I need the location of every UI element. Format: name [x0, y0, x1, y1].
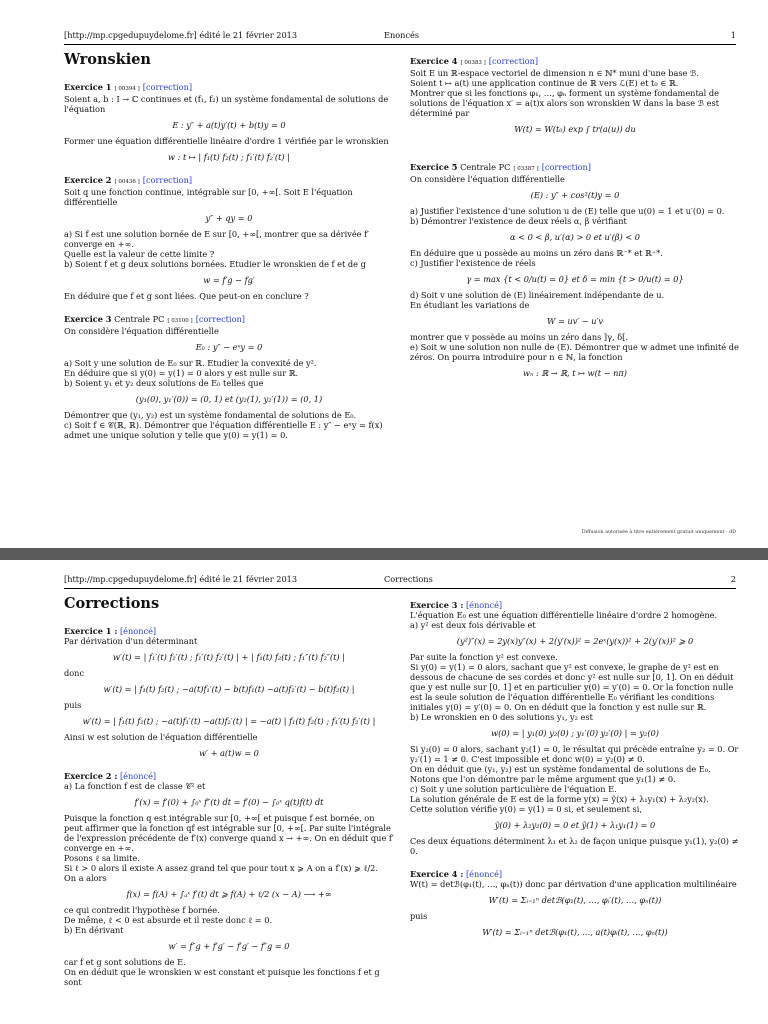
exercise-5 [410, 162, 740, 378]
text-line: montrer que v possède au moins un zéro dans ]γ, δ[. [410, 332, 628, 342]
correction-link[interactable]: [correction] [195, 314, 245, 324]
text-line: On a alors [64, 873, 107, 883]
equation: γ = max {t < 0/u(t) = 0} et δ = min {t > 0/u(t) = 0} [466, 274, 684, 284]
text-line: e) Soit w une solution non nulle de (E). Démontrer que w admet une infinité de zéros. On pourra introduire pour n ∈ ℕ, la fonction [410, 342, 739, 362]
right-column [410, 56, 740, 384]
exercise-label: Exercice 1 [64, 82, 112, 92]
text-line: puis [410, 911, 428, 921]
exercise-1 [64, 82, 394, 162]
equation: y″ + qy = 0 [205, 213, 253, 223]
text-line: c) Soit y une solution particulière de l'équation E. [410, 784, 617, 794]
header-section: Enoncés [384, 30, 420, 40]
text-line: En déduire que f et g sont liées. Que peut-on en conclure ? [64, 291, 309, 301]
text-line: Ainsi w est solution de l'équation différentielle [64, 732, 258, 742]
equation: w(0) = | y₁(0) y₂(0) ; y₁′(0) y₂′(0) | = y₂(0) [491, 728, 659, 738]
equation: w′ + a(t)w = 0 [199, 748, 259, 758]
text-line: On en déduit que (y₁, y₂) est un système fondamental de solutions de E₀. [410, 764, 711, 774]
text-line: Soit q une fonction continue, intégrable sur [0, +∞[. Soit E l'équation différentielle [64, 187, 353, 207]
text-line: b) Soient f et g deux solutions bornées. Etudier le wronskien de f et de g [64, 259, 366, 269]
exercise-label: Exercice 5 [410, 162, 458, 172]
equation: E : y″ + a(t)y′(t) + b(t)y = 0 [172, 120, 286, 130]
equation: W′(t) = Σᵢ₌₁ⁿ detℬ(φ₁(t), …, φᵢ′(t), …, φₙ(t)) [488, 895, 662, 905]
correction-link[interactable]: [correction] [142, 175, 193, 185]
equation: ỹ(0) + λ₂y₂(0) = 0 et ỹ(1) + λ₁y₁(1) = 0 [494, 820, 656, 830]
correction-1 [64, 626, 394, 758]
text-line: a) La fonction f est de classe 𝒞² et [64, 781, 206, 791]
right-column [410, 600, 740, 943]
exercise-code: [ 03100 ] [167, 318, 193, 324]
text-line: a) Soit y une solution de E₀ sur ℝ. Etudier la convexité de y². [64, 358, 317, 368]
correction-link[interactable]: [correction] [142, 82, 193, 92]
page-title: Wronskien [64, 51, 151, 68]
equation: f(x) = f(A) + ∫ₐˣ f′(t) dt ⩾ f(A) + ℓ/2 (x − A) ⟶ +∞ [126, 889, 332, 899]
equation: w = f′g − fg′ [203, 275, 255, 285]
exercise-source: Centrale PC [460, 162, 511, 172]
text-line: On en déduit que le wronskien w est constant et puisque les fonctions f et g sont [64, 967, 380, 987]
left-column [64, 596, 394, 987]
exercise-label: Exercice 3 : [410, 600, 464, 610]
statement-link[interactable]: [énoncé] [119, 771, 157, 781]
text-line: W(t) = detℬ(φ₁(t), …, φₙ(t)) donc par dérivation d'une application multilinéaire [410, 879, 737, 889]
exercise-label: Exercice 4 : [410, 869, 464, 879]
equation: w′(t) = | f₁(t) f₂(t) ; −a(t)f₁′(t) −a(t)f₂′(t) | = −a(t) | f₁(t) f₂(t) ; f₁′(t) f₂′(t) | [82, 716, 376, 726]
equation: wₙ : ℝ → ℝ, t ↦ w(t − nπ) [523, 368, 627, 378]
text-line: b) En dérivant [64, 925, 124, 935]
equation: (E) : y″ + cos²(t)y = 0 [530, 190, 620, 200]
text-line: Soient a, b : I → ℂ continues et (f₁, f₂) un système fondamental de solutions de l'équation [64, 94, 389, 114]
exercise-label: Exercice 3 [64, 314, 112, 324]
equation: w′(t) = | f₁′(t) f₂′(t) ; f₁′(t) f₂′(t) | + | f₁(t) f₂(t) ; f₁″(t) f₂″(t) | [113, 652, 345, 662]
exercise-code: [ 00436 ] [114, 179, 140, 185]
correction-3 [410, 600, 740, 856]
correction-link[interactable]: [correction] [488, 56, 539, 66]
text-line: En étudiant les variations de [410, 300, 530, 310]
header-source[interactable]: [http://mp.cpgedupuydelome.fr] édité le 21 février 2013 [64, 30, 298, 40]
exercise-4 [410, 56, 740, 134]
text-line: c) Justifier l'existence de réels [410, 258, 536, 268]
equation: W = uv′ − u′v [546, 316, 604, 326]
text-line: Démontrer que (y₁, y₂) est un système fondamental de solutions de E₀. [64, 410, 357, 420]
correction-2 [64, 771, 394, 987]
equation: w′(t) = | f₁(t) f₂(t) ; −a(t)f₁′(t) − b(t)f₁(t) −a(t)f₂′(t) − b(t)f₂(t) | [103, 684, 355, 694]
equation: (y²)″(x) = 2y(x)y″(x) + 2(y′(x))² = 2eˣ(y(x))² + 2(y′(x))² ⩾ 0 [456, 636, 694, 646]
text-line: On considère l'équation différentielle [64, 326, 219, 336]
equation: E₀ : y″ − eˣy = 0 [195, 342, 263, 352]
text-line: Si ℓ > 0 alors il existe A assez grand tel que pour tout x ⩾ A on a f′(x) ⩾ ℓ/2. [64, 863, 378, 873]
text-line: a) Justifier l'existence d'une solution u de (E) telle que u(0) = 1 et u′(0) = 0. [410, 206, 725, 216]
exercise-label: Exercice 2 [64, 175, 112, 185]
text-line: ce qui contredit l'hypothèse f bornée. [64, 905, 220, 915]
text-line: b) Soient y₁ et y₂ deux solutions de E₀ telles que [64, 378, 264, 388]
header-section: Corrections [384, 574, 433, 584]
exercise-code: [ 03387 ] [513, 166, 539, 172]
text-line: Former une équation différentielle linéaire d'ordre 1 vérifiée par le wronskien [64, 136, 389, 146]
text-line: b) Démontrer l'existence de deux réels α, β vérifiant [410, 216, 627, 226]
text-line: car f et g sont solutions de E. [64, 957, 186, 967]
header-page-number: 1 [730, 30, 736, 40]
text-line: Quelle est la valeur de cette limite ? [64, 249, 215, 259]
header-page-number: 2 [730, 574, 736, 584]
text-line: On considère l'équation différentielle [410, 174, 565, 184]
page-header [64, 30, 736, 45]
text-line: Si y₂(0) = 0 alors, sachant y₂(1) = 0, le résultat qui précède entraîne y₂ = 0. Or y₂′(1) = 1 ≠ 0. C'est impossible et donc w(0) = y₂(0) ≠ 0. [410, 744, 739, 764]
statement-link[interactable]: [énoncé] [119, 626, 157, 636]
page-header [64, 574, 736, 589]
statement-link[interactable]: [énoncé] [465, 600, 503, 610]
exercise-label: Exercice 4 [410, 56, 458, 66]
text-line: Notons que l'on démontre par le même argument que y₁(1) ≠ 0. [410, 774, 676, 784]
text-line: d) Soit v une solution de (E) linéairement indépendante de u. [410, 290, 665, 300]
statement-link[interactable]: [énoncé] [465, 869, 503, 879]
exercise-2 [64, 175, 394, 301]
text-line: c) Soit f ∈ 𝒞(ℝ, ℝ). Démontrer que l'équation différentielle E : y″ − eˣy = f(x) admet une unique solution y telle que y(0) = y(1) = 0. [64, 420, 383, 440]
correction-4 [410, 869, 740, 937]
text-line: La solution générale de E est de la forme y(x) = ỹ(x) + λ₁y₁(x) + λ₂y₂(x). [410, 794, 709, 804]
text-line: De même, ℓ < 0 est absurde et il reste donc ℓ = 0. [64, 915, 273, 925]
equation: f′(x) = f′(0) + ∫₀ˣ f″(t) dt = f′(0) − ∫₀ˣ q(t)f(t) dt [134, 797, 324, 807]
left-column [64, 52, 394, 440]
page-title: Corrections [64, 595, 160, 612]
correction-link[interactable]: [correction] [541, 162, 591, 172]
text-line: Ces deux équations déterminent λ₁ et λ₂ de façon unique puisque y₁(1), y₂(0) ≠ 0. [410, 836, 739, 856]
exercise-3 [64, 314, 394, 440]
equation: W(t) = W(t₀) exp ∫ tr(a(u)) du [514, 124, 636, 134]
text-line: En déduire que si y(0) = y(1) = 0 alors y est nulle sur ℝ. [64, 368, 299, 378]
exercise-code: [ 00394 ] [114, 86, 140, 92]
text-line: a) y² est deux fois dérivable et [410, 620, 536, 630]
page-2 [0, 560, 768, 1024]
equation: w : t ↦ | f₁(t) f₂(t) ; f₁′(t) f₂′(t) | [168, 152, 290, 162]
text-line: Si y(0) = y(1) = 0 alors, sachant que y² est convexe, le graphe de y² est en dessous de chacune de ses cordes et donc y² est nulle sur [0, 1]. On en déduit que y est nulle sur [0, 1] et en particulier y(0) = y′(0) = 0. Or la fonction nulle est la seule solution de l'équation différentielle E₀ vérifiant les conditions initiales y(0) = y′(0) = 0. On en déduit que la fonction y est nulle sur ℝ. [410, 662, 734, 712]
exercise-label: Exercice 1 : [64, 626, 118, 636]
text-line: Cette solution vérifie y(0) = y(1) = 0 si, et seulement si, [410, 804, 642, 814]
equation: w′ = f″g + f′g′ − f′g′ − f″g = 0 [168, 941, 290, 951]
text-line: Par dérivation d'un déterminant [64, 636, 198, 646]
text-line: puis [64, 700, 82, 710]
text-line: L'équation E₀ est une équation différentielle linéaire d'ordre 2 homogène. [410, 610, 718, 620]
text-line: a) Si f est une solution bornée de E sur [0, +∞[, montrer que sa dérivée f′ converge en +∞. [64, 229, 370, 249]
exercise-source: Centrale PC [114, 314, 165, 324]
text-line: Par suite la fonction y² est convexe. [410, 652, 558, 662]
equation: W′(t) = Σᵢ₌₁ⁿ detℬ(φ₁(t), …, a(t)φᵢ(t), …, φₙ(t)) [482, 927, 668, 937]
exercise-code: [ 00383 ] [460, 60, 486, 66]
text-line: b) Le wronskien en 0 des solutions y₁, y₂ est [410, 712, 593, 722]
page-footer: Diffusion autorisée à titre entièrement gratuit uniquement - dD [581, 530, 736, 535]
text-line: Montrer que si les fonctions φ₁, …, φₙ forment un système fondamental de solutions de l'équation x′ = a(t)x alors son wronskien W dans la base ℬ est déterminé par [410, 88, 720, 118]
text-line: Posons ℓ sa limite. [64, 853, 140, 863]
text-line: Soit E un ℝ-espace vectoriel de dimension n ∈ ℕ* muni d'une base ℬ. [410, 68, 700, 78]
exercise-label: Exercice 2 : [64, 771, 118, 781]
header-source[interactable]: [http://mp.cpgedupuydelome.fr] édité le 21 février 2013 [64, 574, 298, 584]
text-line: donc [64, 668, 85, 678]
text-line: Soient t ↦ a(t) une application continue de ℝ vers ℒ(E) et t₀ ∈ ℝ. [410, 78, 679, 88]
equation: α < 0 < β, u′(α) > 0 et u′(β) < 0 [509, 232, 640, 242]
equation: (y₁(0), y₁′(0)) = (0, 1) et (y₂(1), y₂′(1)) = (0, 1) [135, 394, 323, 404]
text-line: En déduire que u possède au moins un zéro dans ℝ⁻* et ℝ⁺*. [410, 248, 663, 258]
text-line: Puisque la fonction q est intégrable sur [0, +∞[ et puisque f est bornée, on peut affirmer que la fonction qf est intégrable sur [0, +∞[. Par suite l'intégrale de l'expression précédente de f′(x) converge quand x → +∞. On en déduit que f′ converge en +∞. [64, 813, 394, 853]
